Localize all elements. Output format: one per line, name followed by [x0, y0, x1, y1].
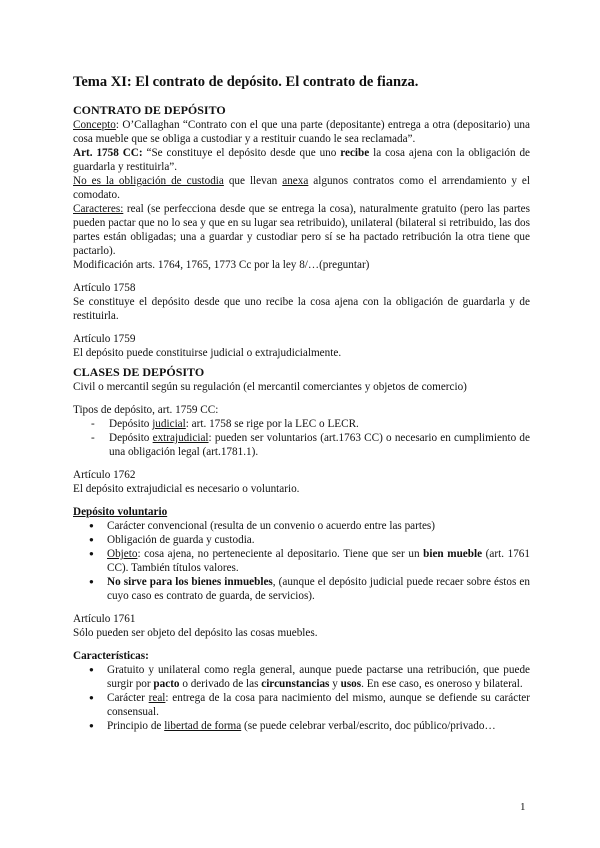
page-number: 1 [520, 801, 526, 813]
article-1761-label: Artículo 1761 [73, 613, 136, 625]
list-item: ● Objeto: cosa ajena, no perteneciente al depositario. Tiene que ser un bien mueble (art. 1761 CC). También títulos valores. [89, 547, 530, 575]
caracteristicas-heading: Características: [73, 650, 149, 662]
article-1758-text: Se constituye el depósito desde que uno recibe la cosa ajena con la obligación de guardarla y de restituirla. [73, 296, 530, 322]
document-title: Tema XI: El contrato de depósito. El contrato de fianza. [73, 74, 419, 90]
concepto-paragraph: Concepto: O’Callaghan “Contrato con el que una parte (depositante) entrega a otra (depositario) una cosa mueble que se obliga a custodiar y a restituir cuando le sea reclamada”. [73, 119, 530, 145]
article-1758-label: Artículo 1758 [73, 282, 136, 294]
section-heading-contrato: CONTRATO DE DEPÓSITO [73, 103, 226, 117]
voluntario-list [73, 519, 530, 603]
list-item: ● Carácter convencional (resulta de un convenio o acuerdo entre las partes) [89, 519, 530, 533]
caracteres-paragraph: Caracteres: real (se perfecciona desde que se entrega la cosa), naturalmente gratuito (pero las partes pueden pactar que no lo sea y que en su lugar sea retribuido), unilateral (bilateral si retribuido, las dos partes están obligadas; una a guardar y custodiar pero sí se ha pactado retribución la otra tiene que pactarlo). [73, 203, 530, 257]
list-item: ● Principio de libertad de forma (se puede celebrar verbal/escrito, doc público/privado… [89, 719, 530, 733]
list-item: ● Obligación de guarda y custodia. [89, 533, 530, 547]
article-1759-text: El depósito puede constituirse judicial o extrajudicialmente. [73, 347, 342, 359]
modificacion-paragraph: Modificación arts. 1764, 1765, 1773 Cc por la ley 8/…(preguntar) [73, 259, 370, 271]
list-item: - Depósito judicial: art. 1758 se rige por la LEC o LECR. [91, 417, 530, 431]
list-item: - Depósito extrajudicial: pueden ser voluntarios (art.1763 CC) o necesario en cumplimiento de una obligación legal (art.1781.1). [91, 431, 530, 459]
article-1759-label: Artículo 1759 [73, 333, 136, 345]
section-heading-clases: CLASES DE DEPÓSITO [73, 365, 205, 379]
tipos-label: Tipos de depósito, art. 1759 CC: [73, 404, 219, 416]
article-1761-text: Sólo pueden ser objeto del depósito las cosas muebles. [73, 627, 318, 639]
art-1758-paragraph: Art. 1758 CC: “Se constituye el depósito desde que uno recibe la cosa ajena con la obligación de guardarla y restituirla”. [73, 147, 531, 173]
list-item: ● Gratuito y unilateral como regla general, aunque puede pactarse una retribución, que puede surgir por pacto o derivado de las circunstancias y usos. En ese caso, es oneroso y bilateral. [89, 663, 530, 691]
tipos-list [73, 417, 530, 459]
clases-paragraph: Civil o mercantil según su regulación (el mercantil comerciantes y objetos de comercio) [73, 381, 467, 393]
document-page [73, 74, 530, 733]
list-item: ● No sirve para los bienes inmuebles, (aunque el depósito judicial puede recaer sobre éstos en cuyo caso es contrato de guarda, de servicios). [89, 575, 530, 603]
caracteristicas-list [73, 663, 530, 733]
no-custodia-paragraph: No es la obligación de custodia que llevan anexa algunos contratos como el arrendamiento y el comodato. [73, 175, 530, 201]
article-1762-text: El depósito extrajudicial es necesario o voluntario. [73, 483, 300, 495]
list-item: ● Carácter real: entrega de la cosa para nacimiento del mismo, aunque se defiende su carácter consensual. [89, 691, 530, 719]
voluntario-heading: Depósito voluntario [73, 506, 168, 518]
article-1762-label: Artículo 1762 [73, 469, 136, 481]
